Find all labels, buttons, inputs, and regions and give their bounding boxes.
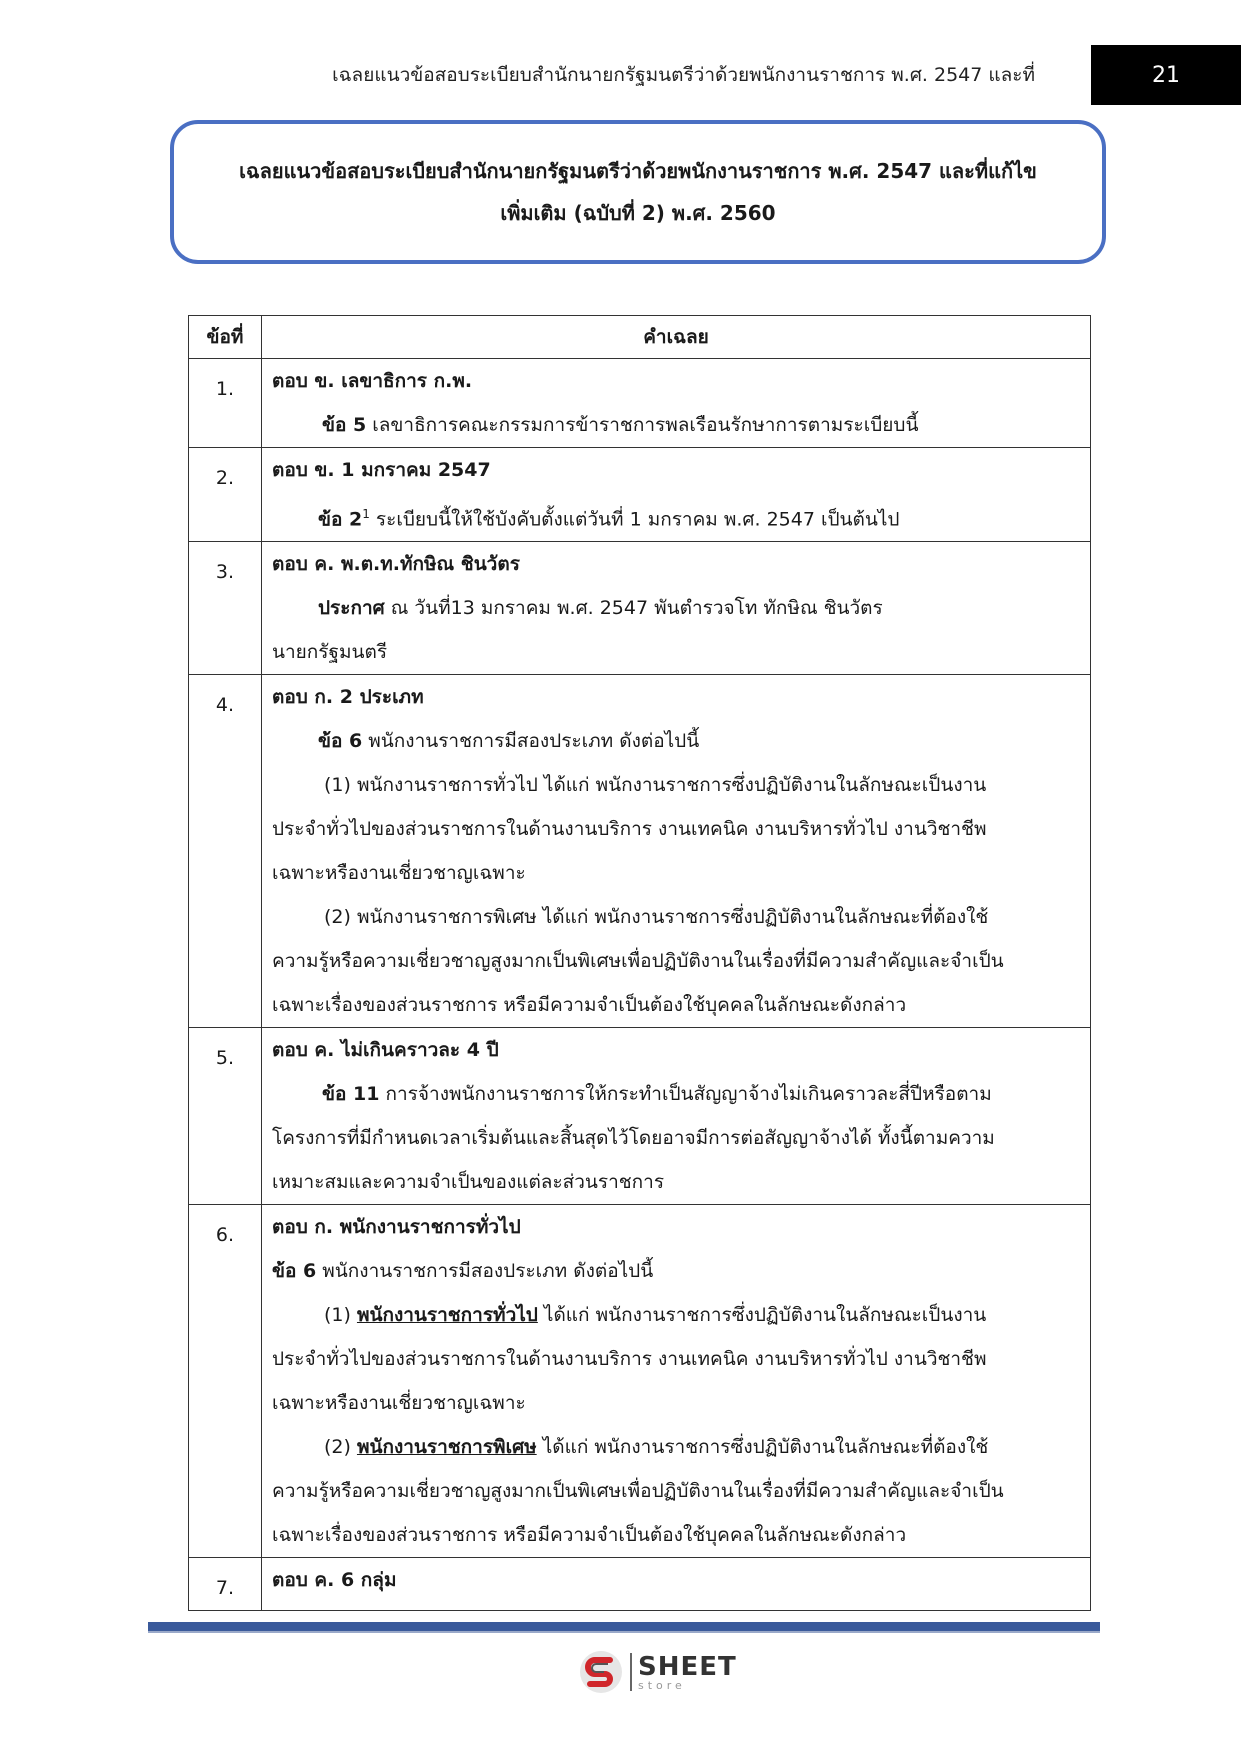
table-header-row [189, 316, 1091, 359]
paragraph-line [272, 1425, 1080, 1469]
answer-cell [262, 359, 1091, 448]
reference-label: ข้อ 11 [322, 1083, 380, 1106]
table-row [189, 1558, 1091, 1611]
reference-line [272, 492, 1080, 541]
logo-subword: store [638, 1678, 686, 1692]
signature-title: นายกรัฐมนตรี [272, 641, 388, 664]
paragraph-line: เฉพาะเรื่องของส่วนราชการ หรือมีความจำเป็นต้องใช้บุคคลในลักษณะดังกล่าว [272, 1524, 907, 1547]
reference-label: ข้อ 6 [318, 730, 363, 753]
reference-text: ณ วันที่13 มกราคม พ.ศ. 2547 พันตำรวจโท ทักษิณ ชินวัตร [384, 597, 883, 620]
item-prefix: (2) [324, 1436, 357, 1459]
paragraph-line: เหมาะสมและความจำเป็นของแต่ละส่วนราชการ [272, 1171, 665, 1194]
answer-line: ตอบ ก. 2 ประเภท [272, 686, 424, 709]
table-row [189, 1205, 1091, 1558]
table-row [189, 448, 1091, 542]
reference-line [272, 1072, 1080, 1116]
reference-label: ข้อ 6 [272, 1260, 317, 1283]
highlighted-term: พนักงานราชการทั่วไป [356, 1304, 538, 1327]
answer-line: ตอบ ก. พนักงานราชการทั่วไป [272, 1216, 521, 1239]
title-line-1: เฉลยแนวข้อสอบระเบียบสำนักนายกรัฐมนตรีว่าด้วยพนักงานราชการ พ.ศ. 2547 และที่แก้ไข [239, 159, 1037, 183]
reference-text: พนักงานราชการมีสองประเภท ดังต่อไปนี้ [362, 730, 700, 753]
paragraph-line: เฉพาะเรื่องของส่วนราชการ หรือมีความจำเป็นต้องใช้บุคคลในลักษณะดังกล่าว [272, 994, 907, 1017]
answer-cell [262, 542, 1091, 675]
answer-line: ตอบ ข. 1 มกราคม 2547 [272, 459, 491, 481]
row-number: 4. [189, 675, 262, 1028]
logo-word: SHEET [638, 1651, 737, 1682]
reference-line [272, 1249, 1080, 1293]
running-header: เฉลยแนวข้อสอบระเบียบสำนักนายกรัฐมนตรีว่าด้วยพนักงานราชการ พ.ศ. 2547 และที่ [332, 64, 1035, 86]
title-line-2: เพิ่มเติม (ฉบับที่ 2) พ.ศ. 2560 [500, 201, 776, 225]
row-number: 3. [189, 542, 262, 675]
paragraph-line: ความรู้หรือความเชี่ยวชาญสูงมากเป็นพิเศษเพื่อปฏิบัติงานในเรื่องที่มีความสำคัญและจำเป็น [272, 950, 1004, 973]
footnote-marker: 1 [362, 507, 370, 521]
table-row [189, 675, 1091, 1028]
column-header-number: ข้อที่ [189, 316, 262, 359]
paragraph-line: เฉพาะหรืองานเชี่ยวชาญเฉพาะ [272, 1392, 526, 1415]
sheet-store-s-logo-icon [578, 1649, 624, 1695]
column-header-answer: คำเฉลย [262, 316, 1091, 359]
title-box [170, 120, 1106, 264]
answer-cell [262, 675, 1091, 1028]
footer-rule [148, 1622, 1100, 1633]
answer-line: ตอบ ค. ไม่เกินคราวละ 4 ปี [272, 1039, 499, 1062]
table-row [189, 359, 1091, 448]
page-number: 21 [1091, 45, 1241, 105]
answer-cell [262, 1558, 1091, 1611]
reference-line [272, 403, 1080, 447]
paragraph-line: โครงการที่มีกำหนดเวลาเริ่มต้นและสิ้นสุดไว้โดยอาจมีการต่อสัญญาจ้างได้ ทั้งนี้ตามความ [272, 1127, 995, 1150]
row-number: 5. [189, 1028, 262, 1205]
answer-cell [262, 1028, 1091, 1205]
paragraph-line: (2) พนักงานราชการพิเศษ ได้แก่ พนักงานราชการซึ่งปฏิบัติงานในลักษณะที่ต้องใช้ [324, 906, 989, 929]
row-number: 1. [189, 359, 262, 448]
logo-text [638, 1651, 737, 1692]
footer-logo [578, 1648, 748, 1696]
item-prefix: (1) [324, 1304, 357, 1327]
table-row [189, 542, 1091, 675]
reference-line [272, 586, 1080, 630]
row-number: 6. [189, 1205, 262, 1558]
paragraph-line: ประจำทั่วไปของส่วนราชการในด้านงานบริการ งานเทคนิค งานบริหารทั่วไป งานวิชาชีพ [272, 818, 987, 841]
reference-text: การจ้างพนักงานราชการให้กระทำเป็นสัญญาจ้างไม่เกินคราวละสี่ปีหรือตาม [379, 1083, 992, 1106]
logo-divider [630, 1653, 632, 1691]
table-row [189, 1028, 1091, 1205]
highlighted-term: พนักงานราชการพิเศษ [356, 1436, 537, 1459]
reference-text: ระเบียบนี้ให้ใช้บังคับตั้งแต่วันที่ 1 มกราคม พ.ศ. 2547 เป็นต้นไป [369, 508, 900, 531]
answer-cell [262, 448, 1091, 542]
row-number: 7. [189, 1558, 262, 1611]
reference-label: ประกาศ [318, 597, 385, 620]
answer-line: ตอบ ค. 6 กลุ่ม [272, 1569, 397, 1592]
reference-label: ข้อ 2 [318, 508, 363, 531]
reference-label: ข้อ 5 [322, 414, 367, 436]
item-text: ได้แก่ พนักงานราชการซึ่งปฏิบัติงานในลักษณะที่ต้องใช้ [536, 1436, 989, 1459]
answer-line: ตอบ ค. พ.ต.ท.ทักษิณ ชินวัตร [272, 553, 520, 576]
reference-text: พนักงานราชการมีสองประเภท ดังต่อไปนี้ [316, 1260, 654, 1283]
reference-text: เลขาธิการคณะกรรมการข้าราชการพลเรือนรักษาการตามระเบียบนี้ [366, 414, 919, 436]
paragraph-line: เฉพาะหรืองานเชี่ยวชาญเฉพาะ [272, 862, 526, 885]
item-text: ได้แก่ พนักงานราชการซึ่งปฏิบัติงานในลักษณะเป็นงาน [537, 1304, 987, 1327]
reference-line [272, 719, 1080, 763]
row-number: 2. [189, 448, 262, 542]
answer-table [188, 315, 1091, 1611]
answer-line: ตอบ ข. เลขาธิการ ก.พ. [272, 370, 473, 392]
paragraph-line: ประจำทั่วไปของส่วนราชการในด้านงานบริการ งานเทคนิค งานบริหารทั่วไป งานวิชาชีพ [272, 1348, 987, 1371]
paragraph-line: (1) พนักงานราชการทั่วไป ได้แก่ พนักงานราชการซึ่งปฏิบัติงานในลักษณะเป็นงาน [324, 774, 987, 797]
paragraph-line: ความรู้หรือความเชี่ยวชาญสูงมากเป็นพิเศษเพื่อปฏิบัติงานในเรื่องที่มีความสำคัญและจำเป็น [272, 1480, 1004, 1503]
paragraph-line [272, 1293, 1080, 1337]
answer-cell [262, 1205, 1091, 1558]
